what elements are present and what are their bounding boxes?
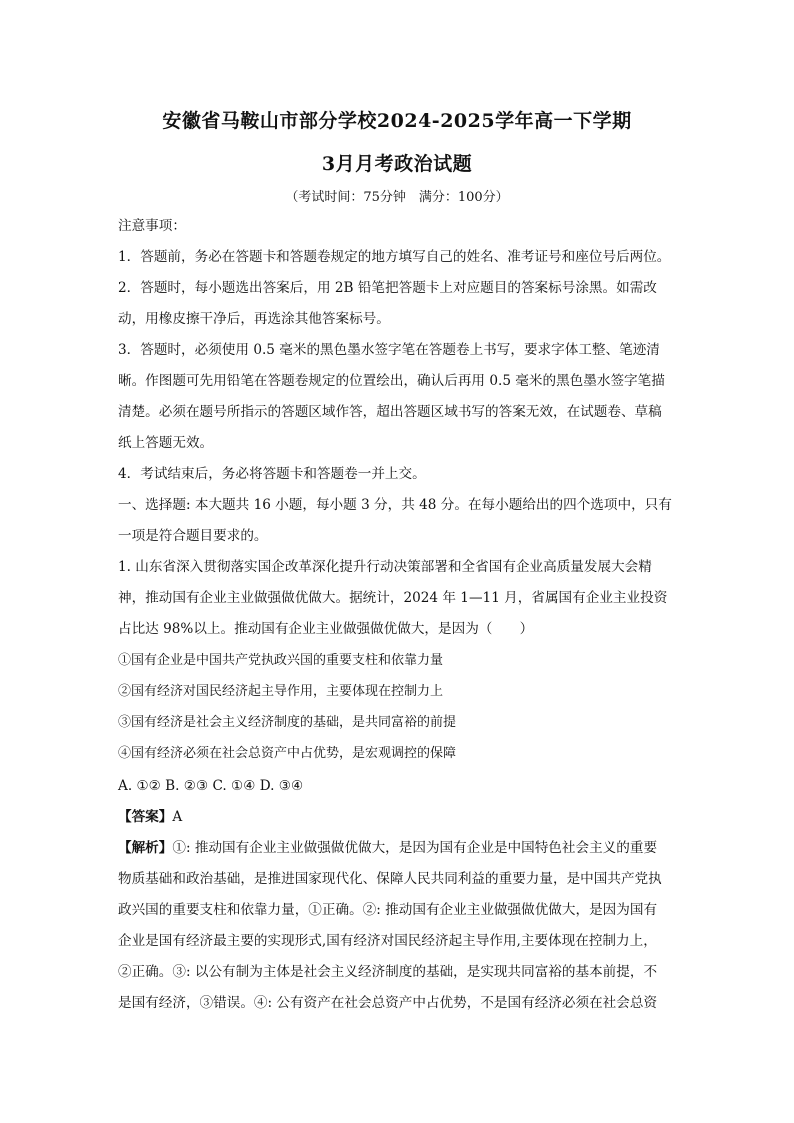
notice-line: 2．答题时，每小题选出答案后，用 2B 铅笔把答题卡上对应题目的答案标号涂黑。如需改 <box>118 280 657 296</box>
question-stem-line: 神，推动国有企业主业做强做优做大。据统计，2024 年 1—11 月，省属国有企业主业投资 <box>118 590 668 606</box>
answer-value: A <box>172 809 183 825</box>
question-statement: ①国有企业是中国共产党执政兴国的重要支柱和依靠力量 <box>118 653 444 668</box>
answer-line <box>118 808 182 826</box>
notice-line: 动，用橡皮擦干净后，再选涂其他答案标号。 <box>118 311 390 327</box>
analysis-line: 物质基础和政治基础，是推进国家现代化、保障人民共同利益的重要力量，是中国共产党执 <box>118 871 662 887</box>
analysis-line: 是国有经济，③错误。④: 公有资产在社会总资产中占优势，不是国有经济必须在社会总资 <box>118 995 658 1011</box>
analysis-line: ②正确。③: 以公有制为主体是社会主义经济制度的基础，是实现共同富裕的基本前提，不 <box>118 964 658 980</box>
exam-info: （考试时间：75分钟 满分：100分） <box>285 190 509 205</box>
answer-label: 【答案】 <box>118 809 173 825</box>
question-statement: ②国有经济对国民经济起主导作用，主要体现在控制力上 <box>118 684 444 699</box>
question-statement: ③国有经济是社会主义经济制度的基础，是共同富裕的前提 <box>118 715 457 730</box>
notice-heading: 注意事项： <box>118 218 186 234</box>
notice-line: 纸上答题无效。 <box>118 435 214 451</box>
question-stem-line: 1. 山东省深入贯彻落实国企改革深化提升行动决策部署和全省国有企业高质量发展大会精 <box>118 559 652 575</box>
notice-line: 晰。作图题可先用铅笔在答题卷规定的位置绘出，确认后再用 0.5 毫米的黑色墨水签字笔描 <box>118 373 665 389</box>
analysis-line <box>118 839 657 857</box>
document-title-line-2: 3月月考政治试题 <box>321 153 473 175</box>
notice-line: 1．答题前，务必在答题卡和答题卷规定的地方填写自己的姓名、准考证号和座位号后两位。 <box>118 249 671 265</box>
section-heading-line: 一、选择题: 本大题共 16 小题，每小题 3 分，共 48 分。在每小题给出的四个选项中，只有 <box>118 497 672 513</box>
notice-line: 清楚。必须在题号所指示的答题区域作答，超出答题区域书写的答案无效，在试题卷、草稿 <box>118 404 662 420</box>
analysis-text: ①: 推动国有企业主业做强做优做大，是因为国有企业是中国特色社会主义的重要 <box>172 840 658 856</box>
analysis-label: 【解析】 <box>118 840 173 856</box>
analysis-line: 企业是国有经济最主要的实现形式,国有经济对国民经济起主导作用,主要体现在控制力上， <box>118 933 657 949</box>
document-title-line-1: 安徽省马鞍山市部分学校2024-2025学年高一下学期 <box>162 110 632 132</box>
notice-line: 3．答题时，必须使用 0.5 毫米的黑色墨水签字笔在答题卷上书写，要求字体工整、笔迹清 <box>118 342 660 358</box>
question-statement: ④国有经济必须在社会总资产中占优势，是宏观调控的保障 <box>118 746 457 761</box>
question-options: A. ①② B. ②③ C. ①④ D. ③④ <box>118 778 304 794</box>
notice-line: 4．考试结束后，务必将答题卡和答题卷一并上交。 <box>118 466 426 482</box>
analysis-line: 政兴国的重要支柱和依靠力量，①正确。②: 推动国有企业主业做强做优做大，是因为国有 <box>118 902 658 918</box>
section-heading-line: 一项是符合题目要求的。 <box>118 528 268 544</box>
question-stem-line: 占比达 98%以上。推动国有企业主业做强做优做大，是因为（ ） <box>118 621 534 637</box>
